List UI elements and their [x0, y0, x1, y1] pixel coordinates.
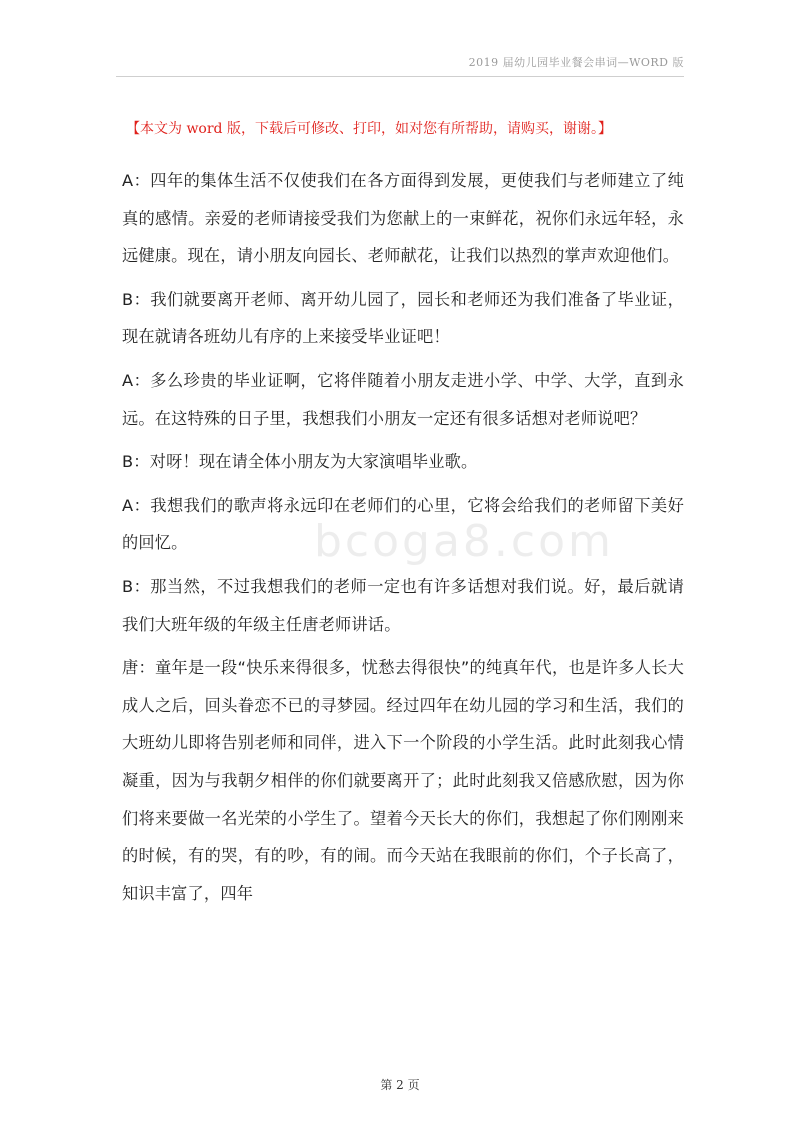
paragraph-a-3: A：我想我们的歌声将永远印在老师们的心里，它将会给我们的老师留下美好的回忆。: [122, 495, 684, 553]
paragraph-b-2: B：对呀！现在请全体小朋友为大家演唱毕业歌。: [122, 452, 478, 472]
header-divider: [116, 76, 684, 77]
page-number: 第 2 页: [380, 1078, 420, 1092]
paragraph-b-3: B：那当然，不过我想我们的老师一定也有许多话想对我们说。好，最后就请我们大班年级的年级主任唐老师讲话。: [122, 576, 684, 634]
paragraph-a-2: A：多么珍贵的毕业证啊，它将伴随着小朋友走进小学、中学、大学，直到永远。在这特殊的日子里，我想我们小朋友一定还有很多话想对老师说吧？: [122, 370, 684, 428]
paragraph-b-1: B：我们就要离开老师、离开幼儿园了，园长和老师还为我们准备了毕业证，现在就请各班幼儿有序的上来接受毕业证吧！: [122, 289, 684, 347]
paragraph-tang-speech: 唐：童年是一段“快乐来得很多，忧愁去得很快”的纯真年代，也是许多人长大成人之后，回头眷恋不已的寻梦园。经过四年在幼儿园的学习和生活，我们的大班幼儿即将告别老师和同伴，进入下一个阶段的小学生活。此时此刻我心情凝重，因为与我朝夕相伴的你们就要离开了；此时此刻我又倍感欣慰，因为你们将来要做一名光荣的小学生了。望着今天长大的你们，我想起了你们刚刚来的时候，有的哭，有的吵，有的闹。而今天站在我眼前的你们，个子长高了，知识丰富了，四年: [122, 658, 684, 903]
paragraph-a-1: A：四年的集体生活不仅使我们在各方面得到发展，更使我们与老师建立了纯真的感情。亲爱的老师请接受我们为您献上的一束鲜花，祝你们永远年轻，永远健康。现在，请小朋友向园长、老师献花，让我们以热烈的掌声欢迎他们。: [122, 171, 684, 266]
document-body: [122, 162, 684, 918]
document-header-title: 2019 届幼儿园毕业餐会串词—WORD 版: [468, 56, 684, 69]
watermark-text: bcoga8.com: [314, 516, 614, 567]
purchase-notice: 【本文为 word 版，下载后可修改、打印，如对您有所帮助，请购买，谢谢。】: [126, 121, 612, 137]
